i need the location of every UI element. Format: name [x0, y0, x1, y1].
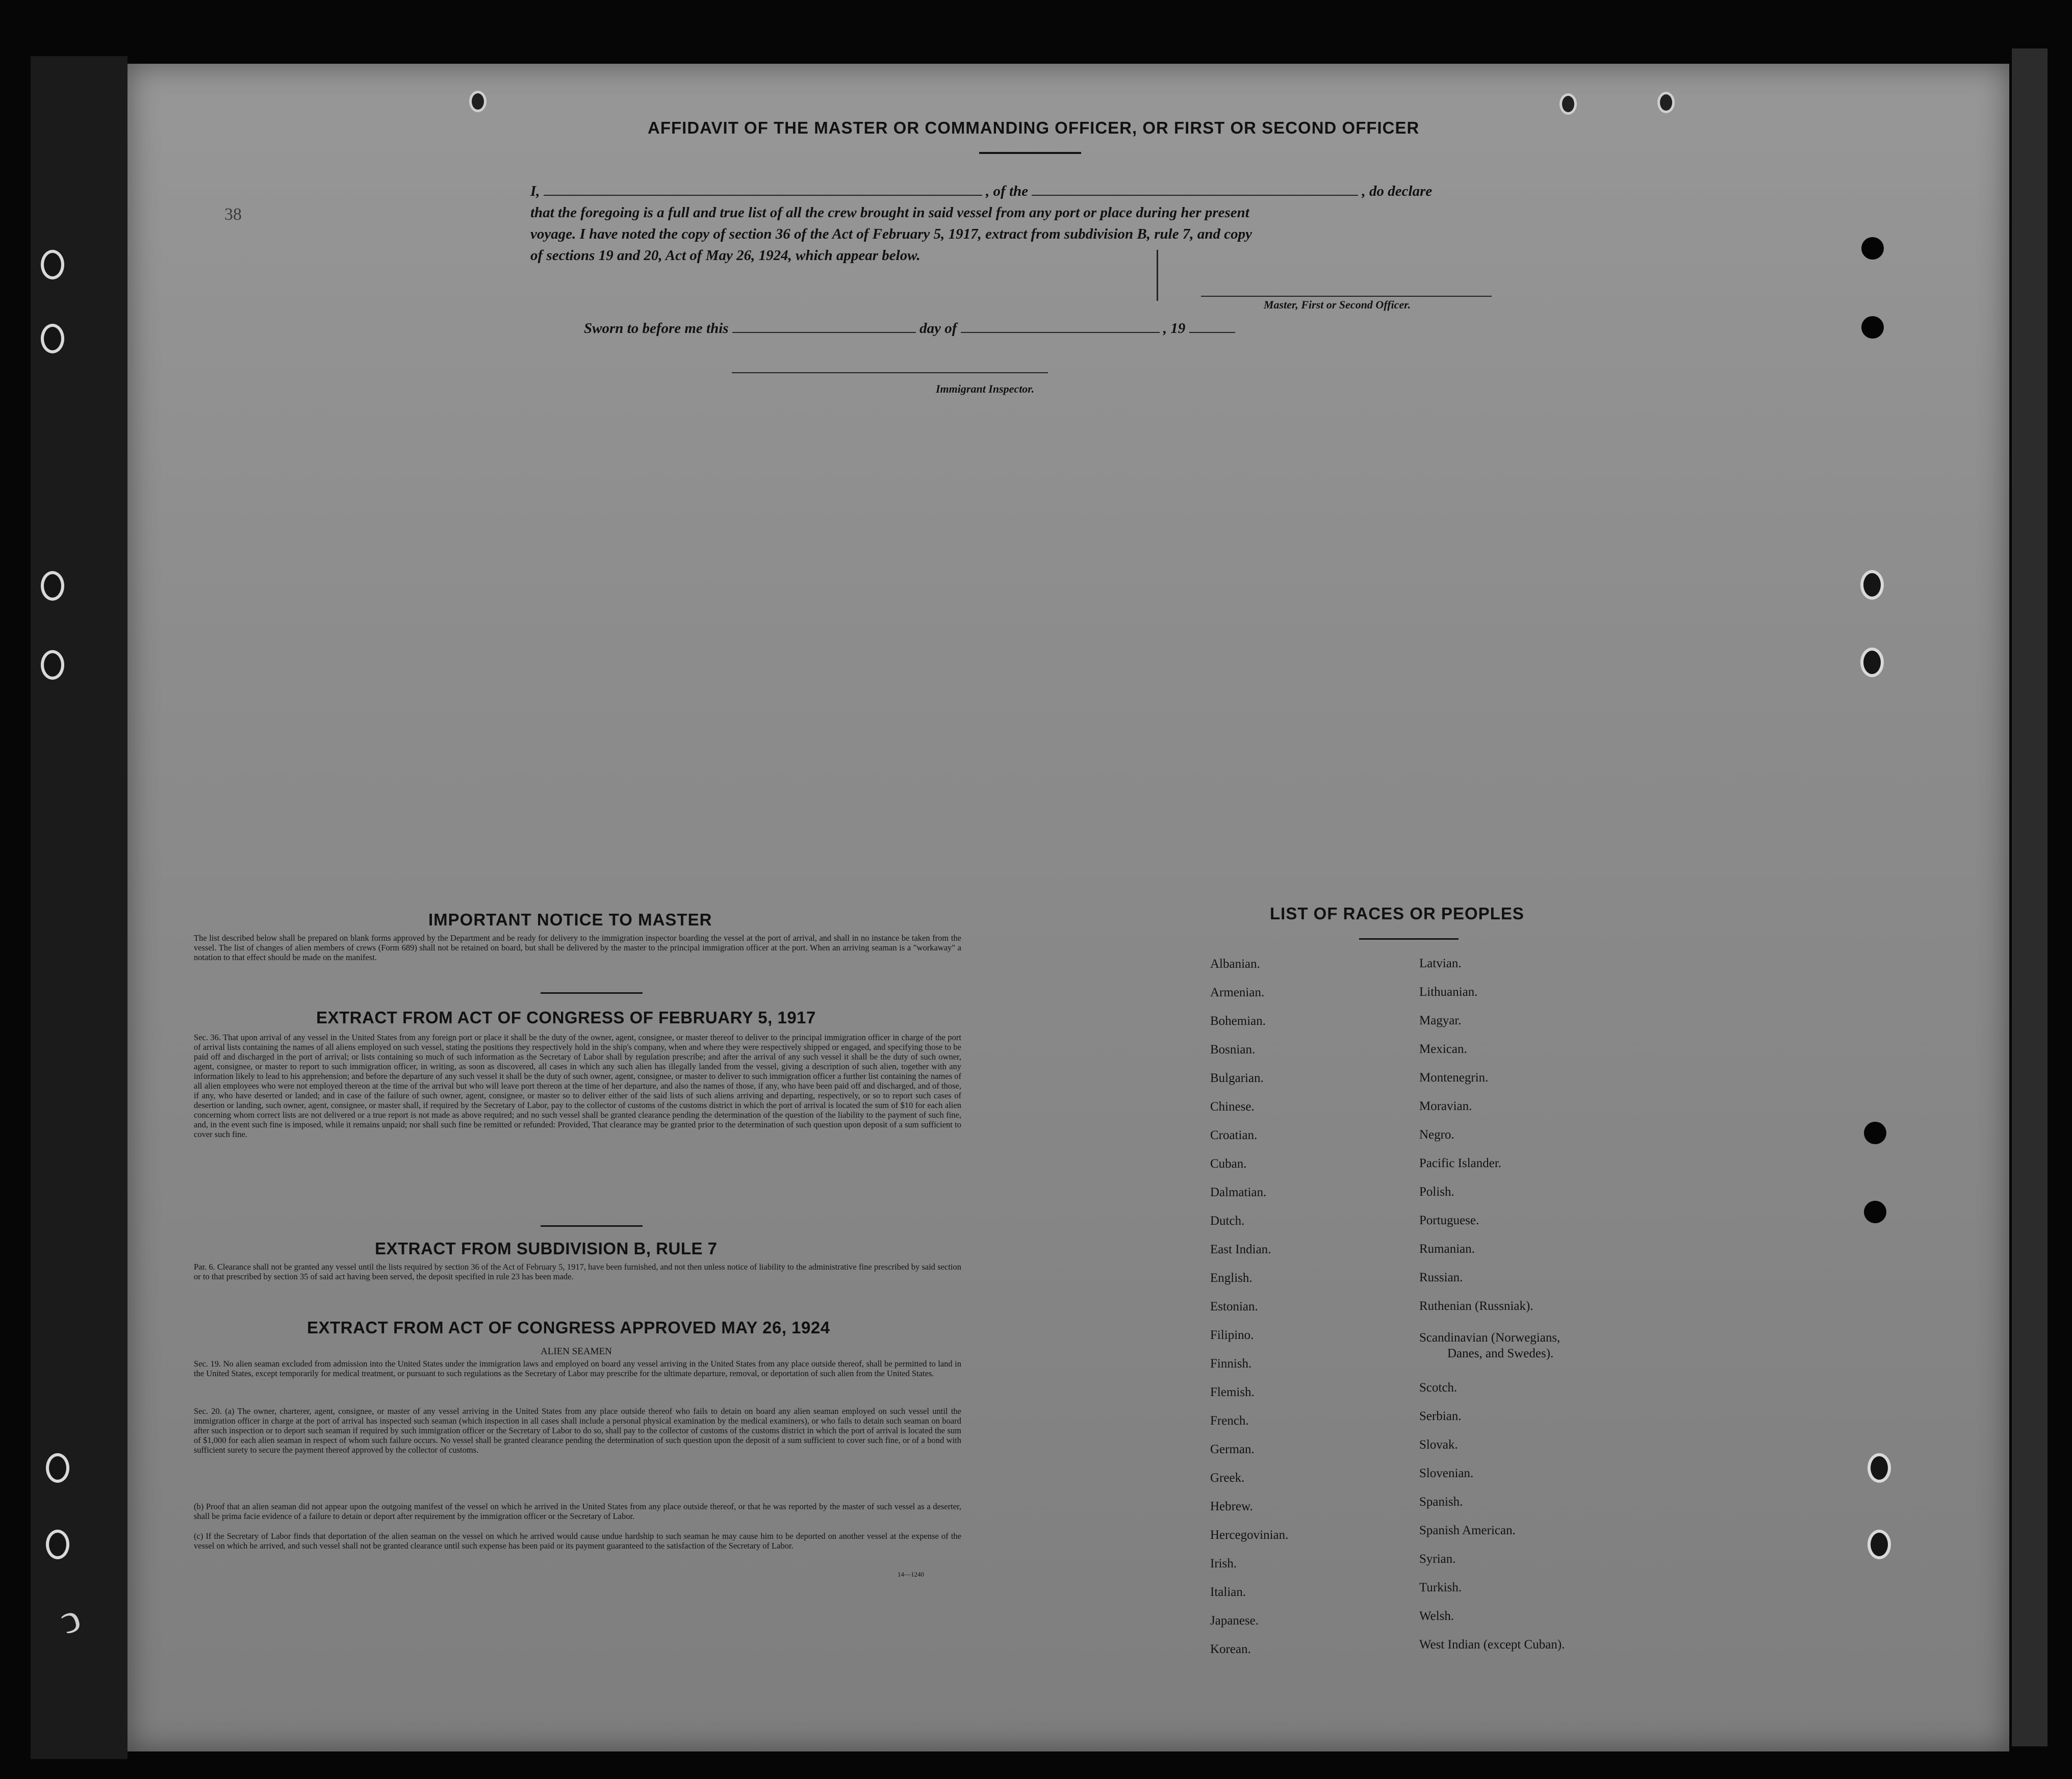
punch-hole — [41, 571, 64, 601]
race-item: Slovak. — [1419, 1438, 1458, 1452]
pen-stroke — [1157, 250, 1158, 301]
extract-1924-title: EXTRACT FROM ACT OF CONGRESS APPROVED MAY 26, 1924 — [307, 1318, 830, 1337]
punch-hole — [1861, 237, 1884, 260]
race-item: Flemish. — [1210, 1385, 1255, 1399]
race-item: Japanese. — [1210, 1614, 1259, 1628]
race-item: Dalmatian. — [1210, 1185, 1267, 1199]
race-item: Cuban. — [1210, 1157, 1247, 1171]
race-item: English. — [1210, 1271, 1252, 1285]
alien-seamen-subtitle: ALIEN SEAMEN — [541, 1346, 612, 1357]
sec-20c-body: (c) If the Secretary of Labor finds that deportation of the alien seaman on the vessel on which he arrived would cause undue hardship to such seaman he may cause him to be deported on another vessel at the expense of the vessel on which he arrived, and such vessel shall not be granted clearance until such expense has been paid or its payment guaranteed to the satisfaction of the Secretary of Labor. — [194, 1531, 961, 1551]
race-item: Slovenian. — [1419, 1466, 1474, 1480]
name-blank — [544, 186, 982, 196]
races-rule — [1359, 938, 1459, 940]
sworn-day-blank — [732, 324, 916, 333]
race-item: Syrian. — [1419, 1552, 1456, 1566]
race-item: Bosnian. — [1210, 1043, 1256, 1056]
race-item: Moravian. — [1419, 1099, 1472, 1113]
race-item: Welsh. — [1419, 1609, 1454, 1623]
rule-7-title: EXTRACT FROM SUBDIVISION B, RULE 7 — [375, 1239, 718, 1258]
race-item: Greek. — [1210, 1471, 1245, 1485]
vessel-blank — [1032, 186, 1358, 196]
notice-body: The list described below shall be prepared on blank forms approved by the Department and be ready for delivery to the immigration inspector boarding the vessel at the port of arrival, and shall in no instance be taken from the vessel. The list of changes of alien members of crews (Form 689) shall not be retained on board, but shall be delivered by the master to the principal immigration officer at the port. When an arriving seaman is a "workaway" a notation to that effect should be made on the manifest. — [194, 933, 961, 962]
race-item: Albanian. — [1210, 957, 1260, 971]
affidavit-line-2: that the foregoing is a full and true list of all the crew brought in said vessel from any port or place during her present — [530, 204, 1249, 221]
affidavit-i: I, — [530, 183, 540, 199]
notice-title: IMPORTANT NOTICE TO MASTER — [428, 910, 712, 929]
race-item: Dutch. — [1210, 1214, 1245, 1228]
signature-label: Master, First or Second Officer. — [1264, 298, 1411, 311]
race-item: Filipino. — [1210, 1328, 1254, 1342]
race-item: Armenian. — [1210, 986, 1265, 999]
left-binding-edge — [31, 56, 127, 1759]
affidavit-declare: , do declare — [1362, 183, 1433, 199]
sworn-label: Sworn to before me this — [584, 320, 729, 337]
form-number: 14—1240 — [898, 1570, 924, 1578]
punch-hole — [1861, 316, 1884, 339]
punch-hole — [1868, 1530, 1891, 1559]
affidavit-title: AFFIDAVIT OF THE MASTER OR COMMANDING OFFICER, OR FIRST OR SECOND OFFICER — [648, 118, 1420, 137]
punch-hole — [1559, 93, 1577, 115]
affidavit-line-4: of sections 19 and 20, Act of May 26, 1924, which appear below. — [530, 247, 920, 264]
race-item: Scotch. — [1419, 1381, 1457, 1395]
race-item: Estonian. — [1210, 1300, 1258, 1313]
race-item: Negro. — [1419, 1128, 1454, 1142]
race-item: Bulgarian. — [1210, 1071, 1264, 1085]
punch-hole — [46, 1530, 69, 1559]
race-item: Chinese. — [1210, 1100, 1255, 1114]
race-item: Italian. — [1210, 1585, 1246, 1599]
notice-rule — [541, 992, 643, 994]
race-item: Polish. — [1419, 1185, 1454, 1199]
extract-1917-rule — [541, 1225, 643, 1227]
punch-hole — [41, 324, 64, 353]
punch-hole — [1860, 570, 1884, 600]
sec-19-body: Sec. 19. No alien seaman excluded from admission into the United States under the immigration laws and employed on board any vessel arriving in the United States from any place outside thereof, shall be permitted to land in the United States, except temporarily for medical treatment, or pursuant to such regulations as the Secretary of Labor may prescribe for the ultimate departure, removal, or deportation of such alien from the United States. — [194, 1359, 961, 1378]
right-binding-edge — [2012, 48, 2048, 1746]
signature-line — [1201, 296, 1492, 297]
punch-hole — [1868, 1453, 1891, 1483]
race-item: East Indian. — [1210, 1243, 1271, 1256]
punch-hole — [1864, 1122, 1886, 1144]
title-underline — [979, 152, 1081, 154]
sworn-line — [584, 320, 1235, 337]
race-item: Spanish. — [1419, 1495, 1463, 1509]
race-item: Pacific Islander. — [1419, 1156, 1502, 1170]
race-item: French. — [1210, 1414, 1249, 1428]
inspector-label: Immigrant Inspector. — [936, 382, 1035, 395]
race-item: Croatian. — [1210, 1128, 1258, 1142]
sworn-year-blank — [1189, 324, 1235, 333]
extract-1917-title: EXTRACT FROM ACT OF CONGRESS OF FEBRUARY 5, 1917 — [316, 1008, 816, 1027]
race-item: Latvian. — [1419, 957, 1462, 970]
race-item: Irish. — [1210, 1557, 1237, 1570]
sworn-month-blank — [961, 324, 1160, 333]
race-item: Magyar. — [1419, 1014, 1462, 1027]
handwritten-mark: ↄ — [54, 1594, 87, 1643]
punch-hole — [1657, 92, 1675, 113]
race-item: Mexican. — [1419, 1042, 1467, 1056]
punch-hole — [469, 91, 487, 112]
race-item-continued: Danes, and Swedes). — [1447, 1347, 1554, 1360]
document-sheet — [127, 64, 2009, 1751]
punch-hole — [41, 650, 64, 680]
race-item: Finnish. — [1210, 1357, 1252, 1371]
affidavit-of-the: , of the — [986, 183, 1029, 199]
sworn-day-of: day of — [919, 320, 957, 337]
race-item: German. — [1210, 1442, 1255, 1456]
punch-hole — [46, 1453, 69, 1483]
races-title: LIST OF RACES OR PEOPLES — [1270, 904, 1524, 923]
race-item: Russian. — [1419, 1271, 1463, 1284]
margin-mark: 38 — [224, 205, 242, 224]
race-item: Scandinavian (Norwegians, — [1419, 1331, 1561, 1345]
inspector-line — [732, 372, 1048, 373]
punch-hole — [1864, 1201, 1886, 1223]
race-item: Hercegovinian. — [1210, 1528, 1289, 1542]
sec-20a-body: Sec. 20. (a) The owner, charterer, agent, consignee, or master of any vessel arriving in the United States from any place outside thereof who fails to detain on board any alien seaman employed on such vessel until the immigration officer in charge at the port of arrival has inspected such seaman (which inspection in all cases shall include a personal physical examination by the medical examiners), or who fails to detain such seaman on board after such inspection or to deport such seaman if required by such immigration officer or the Secretary of Labor to do so, shall pay to the collector of customs of the customs district in which the port of arrival is located the sum of $1,000 for each alien seaman in respect of whom such failure occurs. No vessel shall be granted clearance pending the determination of such question upon the deposit of a sum sufficient to cover such fine, or of a bond with sufficient surety to secure the payment thereof approved by the collector of customs. — [194, 1406, 961, 1455]
race-item: Ruthenian (Russniak). — [1419, 1299, 1533, 1313]
race-item: West Indian (except Cuban). — [1419, 1638, 1565, 1652]
punch-hole — [41, 250, 64, 279]
race-item: Portuguese. — [1419, 1214, 1479, 1227]
rule-7-body: Par. 6. Clearance shall not be granted any vessel until the lists required by section 36 of the Act of February 5, 1917, have been furnished, and not then unless notice of liability to the administrative fine prescribed by said section or to that prescribed by section 35 of said act having been served, the deposit specified in rule 23 has been made. — [194, 1262, 961, 1281]
race-item: Korean. — [1210, 1642, 1251, 1656]
sworn-year: , 19 — [1163, 320, 1186, 337]
race-item: Serbian. — [1419, 1409, 1462, 1423]
punch-hole — [1860, 648, 1884, 677]
affidavit-line-1 — [530, 181, 1525, 202]
extract-1917-body: Sec. 36. That upon arrival of any vessel in the United States from any foreign port or place it shall be the duty of the owner, agent, consignee, or master thereof to deliver to the principal immigration officer in charge of the port of arrival lists containing the names of all aliens employed on such vessel, stating the positions they respectively hold in the ship's company, when and where they were respectively shipped or engaged, and specifying those to be paid off and discharged in the port of arrival; or lists containing so much of such information as the Secretary of Labor shall by regulation prescribe; and after the arrival of any such vessel it shall be the duty of such owner, agent, consignee, or master to report to such immigration officer, in writing, as soon as discovered, all cases in which any such alien has illegally landed from the vessel, giving a description of such alien, together with any information likely to lead to his apprehension; and before the departure of any such vessel it shall be the duty of such owner, agent, consignee, or master to deliver to such immigration officer a further list containing the names of all alien employees who were not employed thereon at the time of the arrival but who will leave port thereon at the time of her departure, and also the names of those, if any, who have been paid off and discharged, and of those, if any, who have deserted or landed; and in case of the failure of such owner, agent, consignee, or master so to deliver either of the said lists of such aliens arriving and departing, respectively, or so to report such cases of desertion or landing, such owner, agent, consignee, or master shall, if required by the Secretary of Labor, pay to the collector of customs of the customs district in which the port of arrival is located the sum of $10 for each alien concerning whom correct lists are not delivered or a true report is not made as above required; and no such vessel shall be granted clearance pending the determination of the question of the liability to the payment of such fine, and, in the event such fine is imposed, while it remains unpaid; nor shall such fine be remitted or refunded: Provided, That clearance may be granted prior to the determination of such question upon deposit of a sum sufficient to cover such fine. — [194, 1033, 961, 1139]
race-item: Hebrew. — [1210, 1500, 1253, 1513]
race-item: Bohemian. — [1210, 1014, 1266, 1028]
race-item: Rumanian. — [1419, 1242, 1475, 1256]
race-item: Turkish. — [1419, 1581, 1462, 1594]
race-item: Lithuanian. — [1419, 985, 1478, 999]
affidavit-line-3: voyage. I have noted the copy of section 36 of the Act of February 5, 1917, extract from subdivision B, rule 7, and copy — [530, 226, 1252, 242]
race-item: Spanish American. — [1419, 1524, 1516, 1537]
sec-20b-body: (b) Proof that an alien seaman did not appear upon the outgoing manifest of the vessel on which he arrived in the United States from any place outside thereof, or that he was reported by the master of such vessel as a deserter, shall be prima facie evidence of a failure to detain or deport after requirement by the immigration officer or the Secretary of Labor. — [194, 1502, 961, 1521]
race-item: Montenegrin. — [1419, 1071, 1489, 1085]
